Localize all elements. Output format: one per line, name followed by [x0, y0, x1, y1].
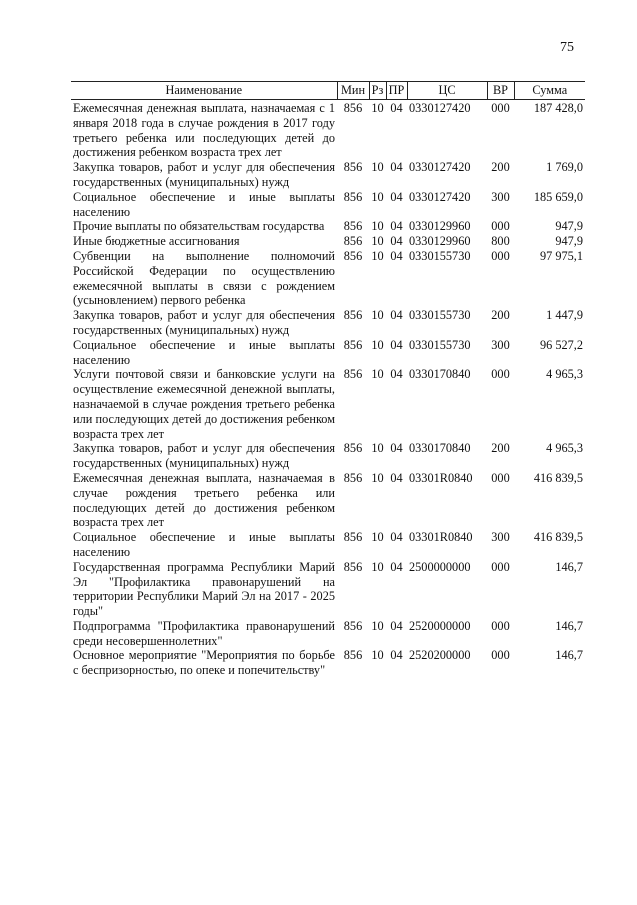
cell-rz: 10 [371, 559, 384, 574]
table-row [71, 338, 585, 368]
cell-min: 856 [343, 441, 363, 456]
cell-sum: 1 447,9 [546, 308, 583, 323]
cell-pr: 04 [390, 530, 403, 545]
cell-rz: 10 [371, 189, 384, 204]
header-sum: Сумма [514, 82, 585, 100]
cell-cs: 03301R0840 [409, 530, 473, 545]
cell-sum: 4 965,3 [546, 441, 583, 456]
cell-cs: 0330127420 [409, 189, 471, 204]
cell-rz: 10 [371, 219, 384, 234]
cell-vr: 300 [491, 189, 510, 204]
header-cs: ЦС [407, 82, 487, 100]
budget-table [71, 81, 585, 678]
cell-vr: 800 [491, 234, 510, 249]
cell-name: Ежемесячная денежная выплата, назначаемая с 1 января 2018 года в случае рождения в 2017 году третьего ребенка или последующих детей до достижения ребенком возраста трех лет [73, 101, 335, 160]
table-row [71, 160, 585, 190]
cell-name: Закупка товаров, работ и услуг для обеспечения государственных (муниципальных) нужд [73, 441, 335, 471]
table-row [71, 249, 585, 308]
cell-sum: 97 975,1 [539, 248, 583, 263]
cell-min: 856 [343, 308, 363, 323]
cell-vr: 200 [491, 441, 510, 456]
cell-vr: 000 [491, 648, 510, 663]
cell-pr: 04 [390, 470, 403, 485]
cell-rz: 10 [371, 337, 384, 352]
cell-vr: 000 [491, 101, 510, 115]
table-row [71, 530, 585, 560]
page-number: 75 [560, 40, 574, 55]
cell-pr: 04 [390, 101, 403, 115]
cell-vr: 000 [491, 559, 510, 574]
cell-rz: 10 [371, 618, 384, 633]
header-min: Мин [337, 82, 369, 100]
header-rz: Рз [369, 82, 386, 100]
cell-min: 856 [343, 219, 363, 234]
cell-rz: 10 [371, 101, 384, 115]
table-row [71, 190, 585, 220]
cell-vr: 000 [491, 470, 510, 485]
cell-pr: 04 [390, 234, 403, 249]
cell-pr: 04 [390, 337, 403, 352]
cell-sum: 146,7 [555, 648, 583, 663]
table-row [71, 560, 585, 619]
cell-sum: 187 428,0 [533, 101, 583, 115]
cell-name: Субвенции на выполнение полномочий Российской Федерации по осуществлению ежемесячной выплаты в связи с рождением (усыновлением) первого ребенка [73, 248, 335, 308]
cell-vr: 200 [491, 308, 510, 323]
cell-rz: 10 [371, 308, 384, 323]
cell-vr: 200 [491, 160, 510, 175]
cell-cs: 0330127420 [409, 101, 471, 115]
cell-sum: 416 839,5 [533, 530, 583, 545]
cell-vr: 000 [491, 618, 510, 633]
cell-pr: 04 [390, 308, 403, 323]
cell-vr: 300 [491, 337, 510, 352]
table-row [71, 619, 585, 649]
cell-min: 856 [343, 101, 363, 115]
cell-sum: 96 527,2 [539, 337, 583, 352]
cell-name: Социальное обеспечение и иные выплаты населению [73, 530, 335, 559]
table-row [71, 441, 585, 471]
table-row [71, 367, 585, 441]
table-row [71, 648, 585, 678]
cell-pr: 04 [390, 648, 403, 663]
cell-name: Социальное обеспечение и иные выплаты населению [73, 337, 335, 367]
cell-min: 856 [343, 189, 363, 204]
cell-cs: 0330155730 [409, 248, 471, 263]
cell-min: 856 [343, 530, 363, 545]
table-body [71, 100, 585, 679]
cell-cs: 0330170840 [409, 367, 471, 382]
cell-name: Государственная программа Республики Марий Эл "Профилактика правонарушений на территории Республики Марий Эл на 2017 - 2025 годы" [73, 559, 335, 619]
cell-pr: 04 [390, 160, 403, 175]
cell-cs: 0330155730 [409, 337, 471, 352]
cell-pr: 04 [390, 441, 403, 456]
cell-cs: 03301R0840 [409, 470, 473, 485]
cell-pr: 04 [390, 219, 403, 234]
table-row [71, 219, 585, 234]
cell-cs: 2500000000 [409, 559, 471, 574]
cell-min: 856 [343, 367, 363, 382]
cell-vr: 000 [491, 367, 510, 382]
table-row [71, 234, 585, 249]
cell-sum: 947,9 [555, 219, 583, 234]
cell-cs: 0330170840 [409, 441, 471, 456]
cell-sum: 416 839,5 [533, 470, 583, 485]
table-row [71, 100, 585, 161]
cell-sum: 4 965,3 [546, 367, 583, 382]
cell-rz: 10 [371, 530, 384, 545]
cell-rz: 10 [371, 470, 384, 485]
cell-cs: 0330155730 [409, 308, 471, 323]
cell-min: 856 [343, 160, 363, 175]
cell-name: Ежемесячная денежная выплата, назначаемая в случае рождения третьего ребенка или последующих детей до достижения ребенком возраста трех лет [73, 470, 335, 530]
cell-name: Закупка товаров, работ и услуг для обеспечения государственных (муниципальных) нужд [73, 308, 335, 337]
cell-cs: 0330129960 [409, 219, 471, 234]
cell-name: Прочие выплаты по обязательствам государства [73, 219, 325, 234]
cell-sum: 185 659,0 [533, 189, 583, 204]
cell-rz: 10 [371, 248, 384, 263]
table-header-row [71, 82, 585, 100]
cell-min: 856 [343, 470, 363, 485]
cell-vr: 000 [491, 248, 510, 263]
cell-name: Закупка товаров, работ и услуг для обеспечения государственных (муниципальных) нужд [73, 160, 335, 189]
cell-cs: 0330129960 [409, 234, 471, 249]
cell-rz: 10 [371, 367, 384, 382]
header-pr: ПР [386, 82, 407, 100]
cell-min: 856 [343, 234, 363, 249]
cell-pr: 04 [390, 189, 403, 204]
cell-min: 856 [343, 337, 363, 352]
cell-min: 856 [343, 248, 363, 263]
header-name: Наименование [71, 82, 337, 100]
cell-name: Основное мероприятие "Мероприятия по борьбе с беспризорностью, по опеке и попечительству" [73, 648, 335, 678]
cell-cs: 0330127420 [409, 160, 471, 175]
cell-min: 856 [343, 648, 363, 663]
cell-pr: 04 [390, 367, 403, 382]
table-row [71, 308, 585, 338]
cell-pr: 04 [390, 618, 403, 633]
cell-cs: 2520000000 [409, 618, 471, 633]
cell-rz: 10 [371, 234, 384, 249]
cell-min: 856 [343, 559, 363, 574]
cell-name: Услуги почтовой связи и банковские услуги на осуществление ежемесячной денежной выплаты, назначаемой в случае рождения третьего ребенка или последующих детей до достижения ребенком возраста трех лет [73, 367, 335, 441]
cell-sum: 947,9 [555, 234, 583, 249]
cell-pr: 04 [390, 559, 403, 574]
cell-sum: 1 769,0 [546, 160, 583, 175]
cell-name: Социальное обеспечение и иные выплаты населению [73, 189, 335, 219]
header-vr: ВР [487, 82, 514, 100]
cell-name: Иные бюджетные ассигнования [73, 234, 240, 249]
cell-cs: 2520200000 [409, 648, 471, 663]
table-row [71, 471, 585, 530]
cell-min: 856 [343, 618, 363, 633]
cell-rz: 10 [371, 648, 384, 663]
cell-sum: 146,7 [555, 559, 583, 574]
cell-vr: 300 [491, 530, 510, 545]
cell-rz: 10 [371, 160, 384, 175]
cell-name: Подпрограмма "Профилактика правонарушений среди несовершеннолетних" [73, 618, 335, 648]
cell-rz: 10 [371, 441, 384, 456]
cell-sum: 146,7 [555, 618, 583, 633]
cell-pr: 04 [390, 248, 403, 263]
cell-vr: 000 [491, 219, 510, 234]
